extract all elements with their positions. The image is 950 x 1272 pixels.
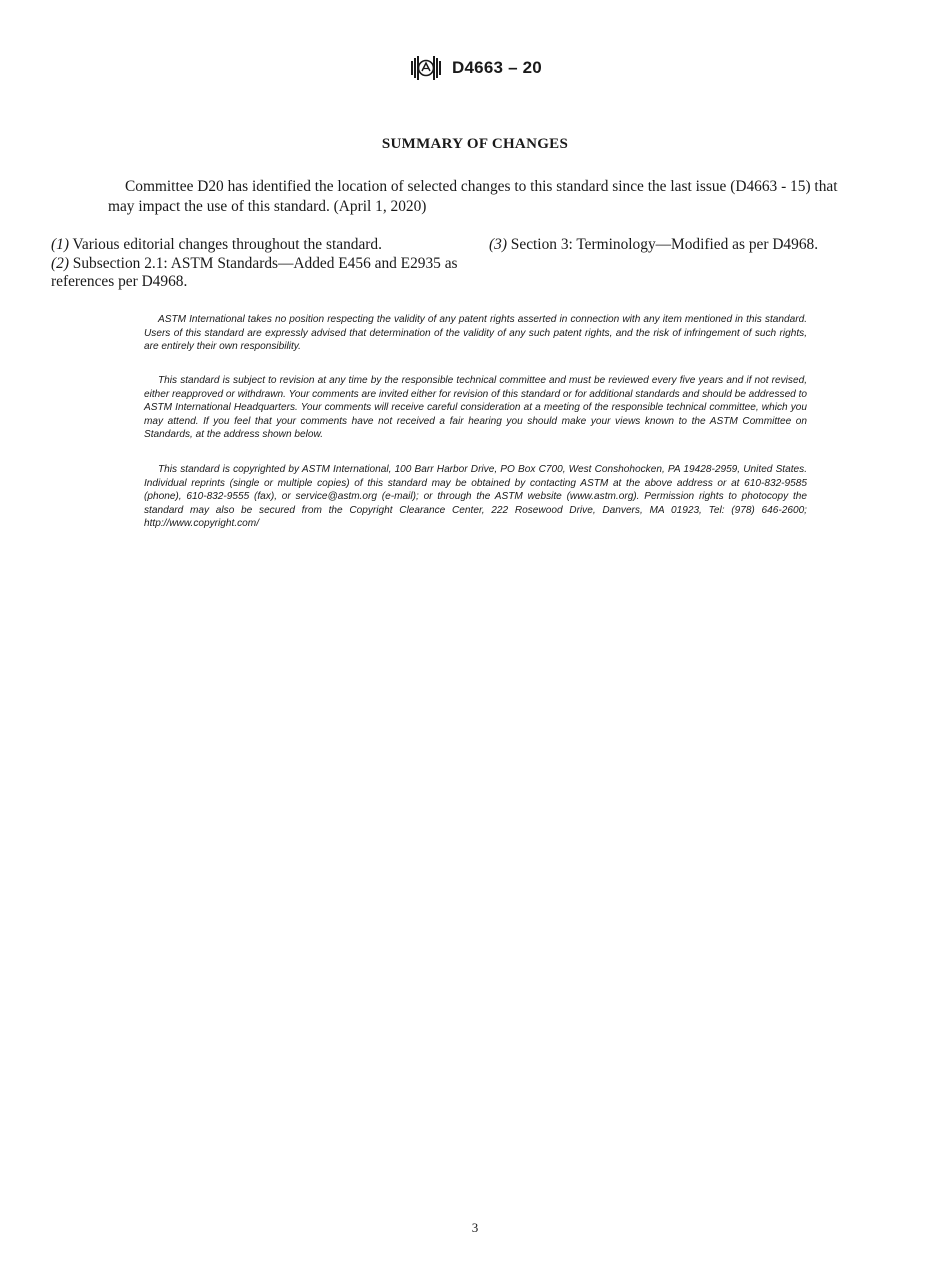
- copyright-notice: This standard is copyrighted by ASTM International, 100 Barr Harbor Drive, PO Box C700, West Conshohocken, PA 19428-2959, United States. Individual reprints (single or multiple copies) of this standard may be obtained by contacting ASTM at the above address or at 610-832-9585 (phone), 610-832-9555 (fax), or service@astm.org (e-mail); or through the ASTM website (www.astm.org). Permission rights to photocopy the standard may also be secured from the Copyright Clearance Center, 222 Rosewood Drive, Danvers, MA 01923, Tel: (978) 646-2600; http://www.copyright.com/: [144, 464, 807, 530]
- page-header: [0, 52, 950, 84]
- summary-intro: Committee D20 has identified the location of selected changes to this standard since the last issue (D4663 - 15) that may impact the use of this standard. (April 1, 2020): [108, 178, 838, 215]
- change-text: Subsection 2.1: ASTM Standards—Added E456 and E2935 as references per D4968.: [51, 254, 458, 290]
- patent-notice: ASTM International takes no position respecting the validity of any patent rights asserted in connection with any item mentioned in this standard. Users of this standard are expressly advised that determination of the validity of any such patent rights, and the risk of infringement of such rights, are entirely their own responsibility.: [144, 314, 807, 353]
- change-number: (3): [489, 236, 507, 253]
- changes-list-right: [489, 236, 889, 255]
- revision-notice: This standard is subject to revision at any time by the responsible technical committee and must be reviewed every five years and if not revised, either reapproved or withdrawn. Your comments are invited either for revision of this standard or for additional standards and should be addressed to ASTM International Headquarters. Your comments will receive careful consideration at a meeting of the responsible technical committee, which you may attend. If you feel that your comments have not received a fair hearing you should make your views known to the ASTM Committee on Standards, at the address shown below.: [144, 375, 808, 441]
- change-item: [51, 255, 471, 292]
- change-item: [489, 236, 889, 255]
- change-number: (1): [51, 236, 69, 253]
- changes-list-left: [51, 236, 471, 292]
- astm-logo-icon: [408, 52, 444, 84]
- change-text: Section 3: Terminology—Modified as per D4968.: [506, 236, 819, 253]
- change-number: (2): [51, 254, 69, 272]
- change-item: [51, 236, 471, 255]
- change-text: Various editorial changes throughout the standard.: [68, 236, 382, 253]
- page-number: 3: [471, 1220, 479, 1235]
- summary-title: SUMMARY OF CHANGES: [381, 136, 569, 152]
- standard-designation: D4663 – 20: [452, 58, 542, 77]
